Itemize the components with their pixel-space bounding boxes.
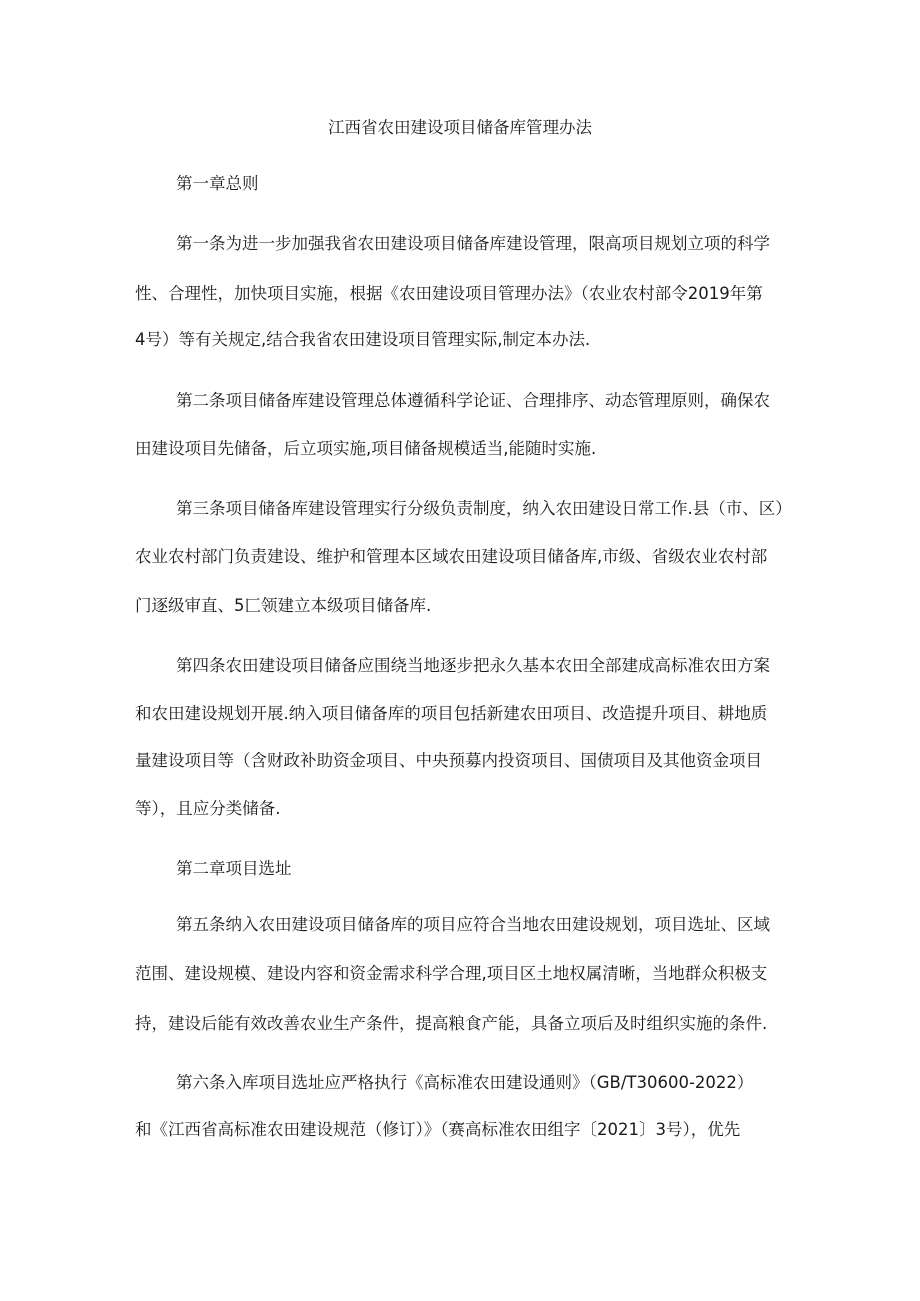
chapter-2-heading: 第二章项目选址 (176, 859, 292, 878)
article-3-line-3: 门逐级审直、5匚领建立本级项目储备库. (135, 596, 432, 615)
article-1-line-2: 性、合理性，加快项目实施，根据《农田建设项目管理办法》（农业农村部令2019年第 (135, 284, 763, 303)
article-1-line-3: 4号）等有关规定,结合我省农田建设项目管理实际,制定本办法. (135, 330, 591, 349)
article-6-line-2: 和《江西省高标准农田建设规范（修订）》（赛高标准农田组字〔2021〕3号），优先 (135, 1120, 741, 1139)
article-2-line-1: 第二条项目储备库建设管理总体遵循科学论证、合理排序、动态管理原则，确保农 (176, 391, 770, 410)
article-3-line-2: 农业农村部门负责建设、维护和管理本区域农田建设项目储备库,市级、省级农业农村部 (135, 547, 768, 566)
article-5-line-2: 范围、建设规模、建设内容和资金需求科学合理,项目区土地权属清晰，当地群众积极支 (135, 964, 768, 983)
article-4-line-3: 量建设项目等（含财政补助资金项目、中央预募内投资项目、国债项目及其他资金项目 (135, 751, 762, 770)
article-6-line-1: 第六条入库项目选址应严格执行《高标准农田建设通则》（GB/T30600-2022） (176, 1073, 754, 1092)
article-1-line-1: 第一条为进一步加强我省农田建设项目储备库建设管理，限高项目规划立项的科学 (176, 234, 770, 253)
article-4-line-1: 第四条农田建设项目储备应围绕当地逐步把永久基本农田全部建成高标准农田方案 (176, 656, 770, 675)
article-3-line-1: 第三条项目储备库建设管理实行分级负责制度，纳入农田建设日常工作.县（市、区） (176, 499, 792, 518)
chapter-1-heading: 第一章总则 (176, 174, 259, 193)
article-4-line-2: 和农田建设规划开展.纳入项目储备库的项目包括新建农田项目、改造提升项目、耕地质 (135, 704, 768, 723)
article-4-line-4: 等），且应分类储备. (135, 799, 281, 818)
article-5-line-1: 第五条纳入农田建设项目储备库的项目应符合当地农田建设规划，项目选址、区域 (176, 915, 770, 934)
document-title: 江西省农田建设项目储备库管理办法 (328, 118, 592, 137)
article-5-line-3: 持，建设后能有效改善农业生产条件，提高粮食产能，具备立项后及时组织实施的条件. (135, 1014, 768, 1033)
article-2-line-2: 田建设项目先储备，后立项实施,项目储备规模适当,能随时实施. (135, 439, 597, 458)
